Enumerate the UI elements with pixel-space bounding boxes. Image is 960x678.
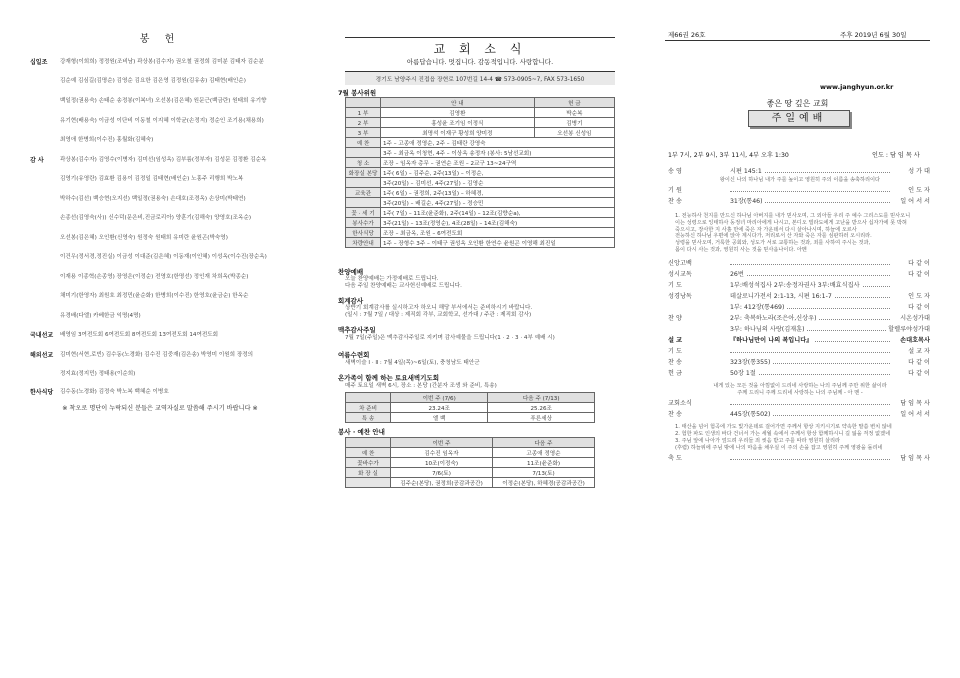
worship-order-detail: 323장(통355) — [730, 359, 771, 366]
table-cell: 7/13(토) — [493, 468, 595, 478]
table-row-label: 예 찬 — [346, 138, 381, 148]
tithe-row: 유기현(배용숙) 이금성 이단비 이동철 이지혜 이학균(손정지) 정순인 조기용(채용희) — [60, 118, 264, 124]
table-header-row — [346, 98, 615, 108]
worship-order-leader: 다 같 이 — [908, 359, 930, 366]
table-row-label: 화 장 실 — [346, 468, 391, 478]
table-cell: 3주(21일) – 13조(정영순), 4조(28일) – 14조(김해숙) — [381, 218, 615, 228]
closing-hymn-verse: 1. 태산을 넘어 험곡에 가도 빛가운데로 걸어가면 주께서 항상 지키시기로 약속한 말씀 변치 않네 — [675, 424, 892, 430]
thanksgiving-line: 7월 7일(주일)은 맥추감사주일로 지키며 감사예물을 드립니다(1 · 2 · 3 · 4부 예배 시) — [345, 335, 555, 341]
creed-line: 전능하신 하나님 우편에 앉아 계시다가, 저리로서 산 자와 죽은 자를 심판하러 오시리라. — [675, 233, 872, 240]
table-row-label: 1 부 — [346, 108, 381, 118]
worship-order-leader: 담 임 목 사 — [900, 455, 930, 462]
table-cell: 김병기 — [534, 118, 614, 128]
leader-dots — [730, 404, 890, 405]
table-row — [346, 148, 615, 158]
table-row — [346, 413, 595, 423]
worship-order-detail: 1부: 412장(통469) — [730, 304, 785, 311]
table-header-cell: 다음 주 — [493, 438, 595, 448]
worship-order-label: 교회소식 — [668, 400, 692, 407]
worship-order-label: 축 도 — [668, 455, 682, 462]
table-row-label: 청 소 — [346, 158, 381, 168]
tithe-row: 김순예 김심길(김명순) 김영순 김요한 김은영 김정원(김유송) 김태현(배인순) — [60, 78, 246, 84]
table-cell: 김수진 임옥자 — [391, 448, 493, 458]
table-row-label — [346, 148, 381, 158]
table-header-cell: 이번 주 (7/6) — [391, 393, 488, 403]
thanks-row: 유경배(다엘) 카베한금 익명(4명) — [60, 313, 141, 319]
table-cell: 3주(20일) – 김미선, 4주(27일) – 김영순 — [381, 178, 615, 188]
table-row — [346, 403, 595, 413]
table-row-label: 꽃 · 세 기 — [346, 208, 381, 218]
church-news-title: 교 회 소 식 — [345, 37, 615, 57]
worship-order-leader: 인 도 자 — [908, 187, 930, 194]
issue-date: 주후 2019년 6월 30일 — [840, 31, 907, 39]
table-row-label: 특 송 — [346, 413, 391, 423]
worship-order-detail: 26번 — [730, 271, 744, 278]
leader-dots — [730, 275, 890, 276]
worship-order-label: 헌 금 — [668, 370, 682, 377]
prayer-table — [345, 392, 595, 423]
table-cell: 25.26조 — [488, 403, 595, 413]
table-header-cell — [346, 98, 381, 108]
retreat-line: 새벽이슬 Ⅰ · Ⅱ : 7월 4일(목)~6일(토), 충청남도 태안군 — [345, 360, 480, 366]
thanks-row: 박하수(김선) 백승현(오지선) 백일정(권용숙) 손대호(조경옥) 손상미(박태연) — [60, 196, 246, 202]
table-row — [346, 168, 615, 178]
offering-note: ※ 착오로 명단이 누락되신 분들은 교역자실로 말씀해 주시기 바랍니다 ※ — [62, 405, 258, 412]
table-header-cell: 이번 주 — [391, 438, 493, 448]
table-row — [346, 188, 615, 198]
leader-dots — [730, 459, 890, 460]
service-table — [345, 437, 595, 488]
table-row-label: 예 찬 — [346, 448, 391, 458]
creed-line: 죽으시고, 장사한 지 사흘 만에 죽은 자 가운데서 다시 살아나시며, 하늘에 오르사 — [675, 226, 857, 233]
table-row — [346, 458, 595, 468]
thanks-row: 오선봉(김은혜) 오인환(신영숙) 원정숙 원태희 유미란 윤원곤(박숙영) — [60, 235, 228, 241]
thanks-row: 곽상봉(김수자) 김영수(이병자) 김미선(임성옥) 김부름(정부자) 김성문 김정환 김순옥 — [60, 157, 267, 163]
church-motto: 좋은 땅 깊은 교회 — [766, 99, 829, 108]
table-row-label: 봉사수가 — [346, 218, 381, 228]
creed-line: 몸이 다시 사는 것과, 영원히 사는 것을 믿사옵나이다. 아멘 — [675, 247, 807, 253]
worship-order-leader: 시온성가대 — [900, 315, 930, 322]
creed-line: 이는 성령으로 잉태하사 동정녀 마리아에게 나시고, 본디오 빌라도에게 고난을 받으사 십자가에 못 박혀 — [675, 219, 907, 226]
table-row-label — [346, 198, 381, 208]
table-cell: 김영환 — [381, 108, 535, 118]
table-row-label: 2 부 — [346, 118, 381, 128]
worship-order-label: 기 원 — [668, 187, 682, 194]
worship-order-leader: 할렐루야성가대 — [888, 326, 930, 333]
table-cell: 1주 – 고종애 정영순, 2주 – 김태란 강영숙 — [381, 138, 615, 148]
choir-title: 찬양예배 — [338, 268, 364, 276]
worship-title: 주일예배 — [748, 110, 850, 127]
worship-leader: 인도 : 담 임 목 사 — [872, 152, 920, 159]
audit-line: 상반기 회계감사를 실시하고자 하오니 해당 부서에서는 준비하시기 바랍니다. — [345, 305, 533, 311]
service-title: 봉사 · 예찬 안내 — [338, 428, 385, 436]
table-row — [346, 178, 615, 188]
staff-table — [345, 97, 615, 248]
thanks-label: 감 사 — [30, 157, 44, 164]
retreat-title: 여름수련회 — [338, 351, 370, 359]
worship-order-leader: 일 어 서 서 — [900, 198, 930, 205]
worship-order-leader: 성 가 대 — [908, 168, 930, 175]
worship-times: 1부 7시, 2부 9시, 3부 11시, 4부 오후 1:30 — [668, 152, 789, 159]
offering-hymn-verse: 내게 있는 모든 것을 아낌없이 드리네 사랑하는 나의 주님께 주만 위한 삶이라 — [713, 383, 887, 389]
table-row-label — [346, 178, 381, 188]
table-cell: 김주순(본당), 권정희(공감과공간) — [391, 478, 493, 488]
table-cell: 이정순(본당), 하혜경(공감과공간) — [493, 478, 595, 488]
worship-order-leader: 다 같 이 — [908, 304, 930, 311]
table-row — [346, 478, 595, 488]
table-header-cell — [346, 393, 391, 403]
table-header-row — [346, 393, 595, 403]
table-cell: 1주( 6일) – 김주순, 2주(13일) – 이정순, — [381, 168, 615, 178]
worship-order-detail: 『하나님만이 나의 복입니다』 — [730, 337, 813, 344]
worship-order-label: 찬 송 — [668, 198, 682, 205]
worship-order-leader: 손대호목사 — [900, 337, 930, 344]
worship-order-detail: 1부:배성석집사 2부:송정자권사 3부:배효식집사 — [730, 282, 860, 289]
audit-title: 회계감사 — [338, 297, 364, 305]
cafeteria-label: 한사식당 — [30, 389, 54, 396]
table-cell: 오선봉 신성임 — [534, 128, 614, 138]
offering-hymn-verse: 주께 드리니 주께 드리네 사랑하는 나의 주님께 - 아 멘 - — [737, 390, 863, 396]
worship-order-label: 송 영 — [668, 168, 682, 175]
table-cell: 3주 – 최금옥 이청현, 4주 – 이상옥 송정자 (봉사: 5남선교회) — [381, 148, 615, 158]
closing-hymn-verse: (후렴) 하늘위에 주님 밖에 나의 마음을 채우실 이 주의 손을 잡고 영원히 주께 영광을 돌리네 — [675, 445, 883, 451]
worship-order-label: 성경낭독 — [668, 293, 692, 300]
table-header-cell: 헌 금 — [534, 98, 614, 108]
table-cell: 1주( 7일) – 11조(윤준화), 2주(14일) – 12조(김향순a), — [381, 208, 615, 218]
overseas-mission-row: 김미현(서현,로빈) 김수동(노경화) 김수진 김중재(김은송) 박영미 이원희 장정의 — [60, 352, 254, 358]
table-row — [346, 238, 615, 248]
table-row — [346, 158, 615, 168]
thanks-row: 이건우(정서경,정진실) 이금성 이대준(김은혜) 이동재(이인혜) 이성옥(이수진(장순옥) — [60, 254, 267, 260]
worship-order-label: 설 교 — [668, 337, 683, 344]
table-cell: 10조(이정숙) — [391, 458, 493, 468]
thanks-row: 채미기(한영자) 최원호 최정민(윤순화) 한병희(이수진) 한영호(윤금순) 한옥순 — [60, 293, 249, 299]
closing-hymn-verse: 2. 험한 파도 인생의 바다 건너서 가는 세월 속에서 주께서 항상 함께하시니 길 잃을 걱정 없겠네 — [675, 431, 891, 437]
table-cell: 7/6(토) — [391, 468, 493, 478]
table-row — [346, 198, 615, 208]
worship-order-detail: 시편 145:1 — [730, 168, 762, 175]
table-row-label — [346, 478, 391, 488]
tithe-row: 백일정(권용숙) 손태순 송정봉(이복녀) 오선봉(김은혜) 원문근(백금란) 원태희 유기향 — [60, 98, 267, 104]
creed-line: 성령을 믿사오며, 거룩한 공회와, 성도가 서로 교통하는 것과, 죄를 사하여 주시는 것과, — [675, 240, 871, 247]
website-link[interactable]: www.janghyun.or.kr — [820, 83, 894, 91]
staff-section-title: 7월 봉사위원 — [338, 89, 377, 97]
thanks-row: 김영기(유영란) 김효환 김용이 김정일 김태현(배인순) 노홍주 리행희 박노복 — [60, 176, 244, 182]
cafeteria-row: 김수동(노경화) 김정숙 박노복 백혜순 이병호 — [60, 389, 169, 395]
table-cell: 23.24조 — [391, 403, 488, 413]
worship-order-label: 찬 양 — [668, 315, 682, 322]
worship-order-detail: 2부: 축복하노라(조은아,신상우) — [730, 315, 817, 322]
worship-order-detail: 50장 1절 — [730, 370, 756, 377]
table-cell: 11조(윤준화) — [493, 458, 595, 468]
table-cell: 박순복 — [534, 108, 614, 118]
table-row — [346, 118, 615, 128]
table-row — [346, 138, 615, 148]
worship-order-leader: 다 같 이 — [908, 271, 930, 278]
church-news-subtitle: 아름답습니다. 멋집니다. 감동적입니다. 사랑합니다. — [406, 58, 554, 66]
table-cell: 조장 – 최금옥, 조원 – 6여전도회 — [381, 228, 615, 238]
table-row — [346, 218, 615, 228]
prayer-meeting-line: 매주 토요일 새벽 6시, 장소 : 본당 (간분자 조생 와 준비, 특송) — [345, 383, 497, 389]
table-cell: 1주 – 장형수 3주 – 이태구 권성옥 오인환 한연수 윤원곤 이영해 최진일 — [381, 238, 615, 248]
thanks-row: 손종선(김영숙(사)) 신수덕(문은비,진금로리아) 양훈기(김해숙) 양영호(조옥순) — [60, 215, 252, 221]
worship-order-leader: 다 같 이 — [908, 370, 930, 377]
worship-order-label: 기 도 — [668, 348, 682, 355]
worship-order-detail: 445장(통502) — [730, 411, 771, 418]
table-header-cell: 안 내 — [381, 98, 535, 108]
audit-line: (일시 : 7월 7일 / 대상 : 제직회 각부, 교회학교, 선가대 / 주관 : 제직회 감사) — [345, 312, 532, 318]
worship-order-label: 찬 송 — [668, 359, 682, 366]
table-header-cell — [346, 438, 391, 448]
table-cell: 고종애 정영순 — [493, 448, 595, 458]
worship-order-label: 찬 송 — [668, 411, 682, 418]
offering-title: 봉 헌 — [139, 34, 181, 45]
table-row — [346, 228, 615, 238]
header-rule — [665, 40, 930, 41]
table-row-label: 교육관 — [346, 188, 381, 198]
worship-order-detail: 데살로니가전서 2:1-13, 시편 16:1-7 — [730, 293, 832, 300]
worship-order-leader: 담 임 목 사 — [900, 400, 930, 407]
prayer-meeting-title: 온가족이 함께 하는 토요새벽기도회 — [338, 374, 439, 382]
table-row-label: 3 부 — [346, 128, 381, 138]
table-header-row — [346, 438, 595, 448]
table-cell: 3주(20일) – 배길순, 4주(27일) – 정승민 — [381, 198, 615, 208]
creed-line: 1. 전능하사 천지를 만드신 하나님 아버지를 내가 믿사오며, 그 외아들 우리 주 예수 그리스도를 믿사오니 — [675, 213, 911, 219]
table-row — [346, 468, 595, 478]
overseas-mission-label: 해외선교 — [30, 352, 54, 359]
table-cell: 최명석 이재구 황성희 양미정 — [381, 128, 535, 138]
table-cell: 홍성윤 조기임 이정식 — [381, 118, 535, 128]
table-row-label: 차 준비 — [346, 403, 391, 413]
hymn-verse: 왕이신 나의 하나님 내가 주를 높이고 영원히 주의 이름을 송축하리이다 — [719, 177, 881, 183]
overseas-mission-row: 정지효(정지민) 정태용(이순희) — [60, 371, 136, 377]
thanksgiving-title: 맥추감사주일 — [338, 326, 376, 334]
worship-order-detail: 31장(통46) — [730, 198, 763, 205]
table-row — [346, 208, 615, 218]
table-row-label: 화장실 본당 — [346, 168, 381, 178]
worship-order-label: 기 도 — [668, 282, 682, 289]
choir-line: 오늘 찬양예배는 가정예배로 드립니다. — [345, 276, 439, 282]
table-cell: 조장 – 임옥자 총무 – 권연순 조원 – 2교구 13~24구역 — [381, 158, 615, 168]
worship-order-leader: 다 같 이 — [908, 260, 930, 267]
tithe-row: 최영애 한병희(이수진) 홍월화(김혜숙) — [60, 137, 154, 143]
issue-number: 제66권 26호 — [668, 31, 706, 39]
worship-order-label: 신앙고백 — [668, 260, 692, 267]
tithe-row: 강재형(이희희) 정정원(조비남) 곽상봉(김수자) 권오철 권정희 김미분 김태자 김순분 — [60, 59, 264, 65]
table-row — [346, 128, 615, 138]
choir-line: 다음 주일 찬양예배는 교사헌신예배로 드립니다. — [345, 283, 462, 289]
table-cell: 엘 백 — [391, 413, 488, 423]
table-row-label: 한사식당 — [346, 228, 381, 238]
worship-order-leader: 인 도 자 — [908, 293, 930, 300]
table-header-cell: 다음 주 (7/13) — [488, 393, 595, 403]
domestic-mission-row: 배영임 3여전도회 6여전도회 8여전도회 13여전도회 14여전도회 — [60, 332, 219, 338]
worship-order-label: 성시교독 — [668, 271, 692, 278]
leader-dots — [730, 352, 890, 353]
leader-dots — [730, 191, 890, 192]
leader-dots — [730, 264, 890, 265]
table-row-label: 차량안내 — [346, 238, 381, 248]
closing-hymn-verse: 3. 주님 앞에 나아가 엎드려 우리들 죄 씻음 받고 주를 따라 영원히 살리라 — [675, 438, 841, 444]
worship-order-leader: 설 교 자 — [908, 348, 930, 355]
church-address: 경기도 남양주시 진접읍 장현로 107번길 14-4 ☎ 573-0905~7, FAX 573-1650 — [345, 71, 615, 85]
table-row-label: 꽃바수가 — [346, 458, 391, 468]
domestic-mission-label: 국내선교 — [30, 332, 54, 339]
table-row — [346, 448, 595, 458]
table-row — [346, 108, 615, 118]
table-cell: 푸른세상 — [488, 413, 595, 423]
thanks-row: 이재용 이종혁(손종영) 장영은(이정순) 전영호(한명선) 정인재 차희옥(박종순) — [60, 274, 249, 280]
worship-order-detail: 3부: 하나님의 사랑(김재훈) — [730, 326, 805, 333]
tithe-label: 십일조 — [30, 59, 48, 66]
table-cell: 1주( 6일) – 권정희, 2주(13일) – 하혜경, — [381, 188, 615, 198]
worship-order-leader: 일 어 서 서 — [900, 411, 930, 418]
